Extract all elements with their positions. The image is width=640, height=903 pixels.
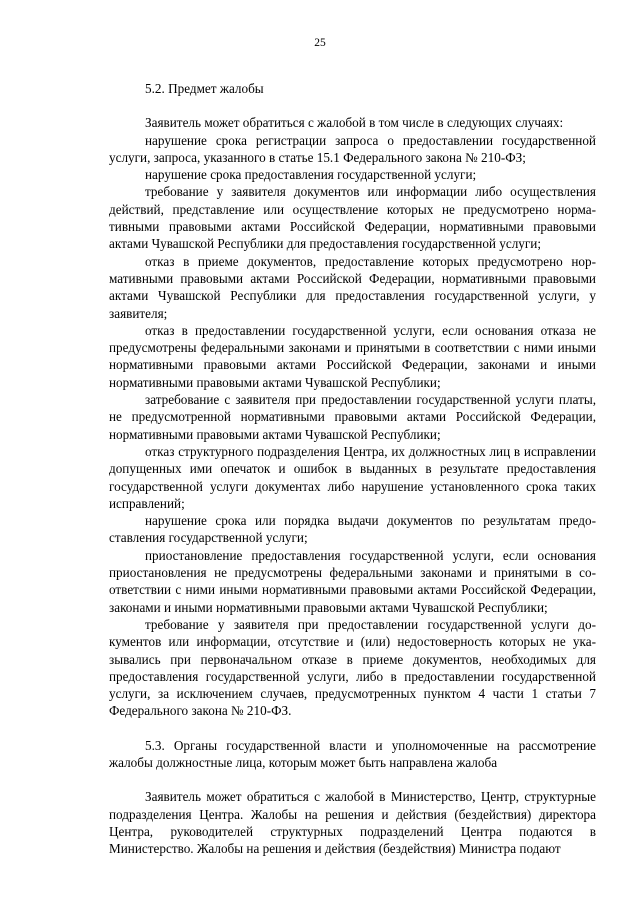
- complaint-case-item: нарушение срока регистрации запроса о предоставлении государственной услуги, запроса, указанного в статье 15.1 Федерального закона № 210-ФЗ;: [109, 132, 596, 165]
- complaint-case-item: отказ в предоставлении государственной услуги, если основания отказа не предусмотрены федеральными законами и принятыми в соответствии с ними иными нормативными правовыми актами Российской Федерации, законами и иными нормативными правовыми актами Чувашской Республики;: [109, 322, 596, 390]
- complaint-case-item: отказ структурного подразделения Центра, их должностных лиц в исправлении допущенных ими опечаток и ошибок в выданных в результате предоставления государственной услуги документах либо нарушение установленного срока таких исправлений;: [109, 443, 596, 511]
- complaint-case-item: отказ в приеме документов, предоставление которых предусмотрено нормативными правовыми актами Российской Федерации, нормативными правовыми актами Чувашской Республики для предоставления государственной услуги, у заявителя;: [109, 253, 596, 321]
- page-content: [109, 80, 596, 857]
- section-5-3-paragraph: Заявитель может обратиться с жалобой в Министерство, Центр, структурные подразделения Центра. Жалобы на решения и действия (бездействия) директора Центра, руководителей структурных подразделений Центра подаются в Министерство. Жалобы на решения и действия (бездействия) Министра подают: [109, 789, 596, 857]
- complaint-case-item: приостановление предоставления государственной услуги, если основания приостановления не предусмотрены федеральными законами и принятыми в соответствии с ними иными нормативными правовыми актами Российской Федерации, законами и иными нормативными правовыми актами Чувашской Республики;: [109, 547, 596, 615]
- spacer: [109, 771, 596, 788]
- complaint-case-item: требование у заявителя документов или информации либо осуществления действий, представление или осуществление которых не предусмотрено нормативными правовыми актами Российской Федерации, нормативными правовыми актами Чувашской Республики для предоставления государственной услуги;: [109, 184, 596, 252]
- spacer: [109, 97, 596, 114]
- section-5-3-heading: 5.3. Органы государственной власти и уполномоченные на рассмотрение жалобы должностные лица, которым может быть направлена жалоба: [109, 737, 596, 770]
- page-number: 25: [314, 37, 326, 49]
- complaint-case-item: нарушение срока предоставления государственной услуги;: [145, 167, 477, 183]
- complaint-case-item: требование у заявителя при предоставлении государственной услуги документов или информации, отсутствие и (или) недостоверность которых не указывались при первоначальном отказе в приеме документов, необходимых для предоставления государственной услуги, либо в предоставлении государственной услуги, за исключением случаев, предусмотренных пунктом 4 части 1 статьи 7 Федерального закона № 210-ФЗ.: [109, 616, 596, 719]
- complaint-case-item: затребование с заявителя при предоставлении государственной услуги платы, не предусмотренной нормативными правовыми актами Российской Федерации, нормативными правовыми актами Чувашской Республики;: [109, 392, 596, 442]
- spacer: [109, 720, 596, 737]
- section-5-2-heading: 5.2. Предмет жалобы: [145, 81, 264, 96]
- section-5-2-intro: Заявитель может обратиться с жалобой в том числе в следующих случаях:: [145, 115, 564, 131]
- complaint-case-item: нарушение срока или порядка выдачи документов по результатам предоставления государственной услуги;: [109, 513, 596, 546]
